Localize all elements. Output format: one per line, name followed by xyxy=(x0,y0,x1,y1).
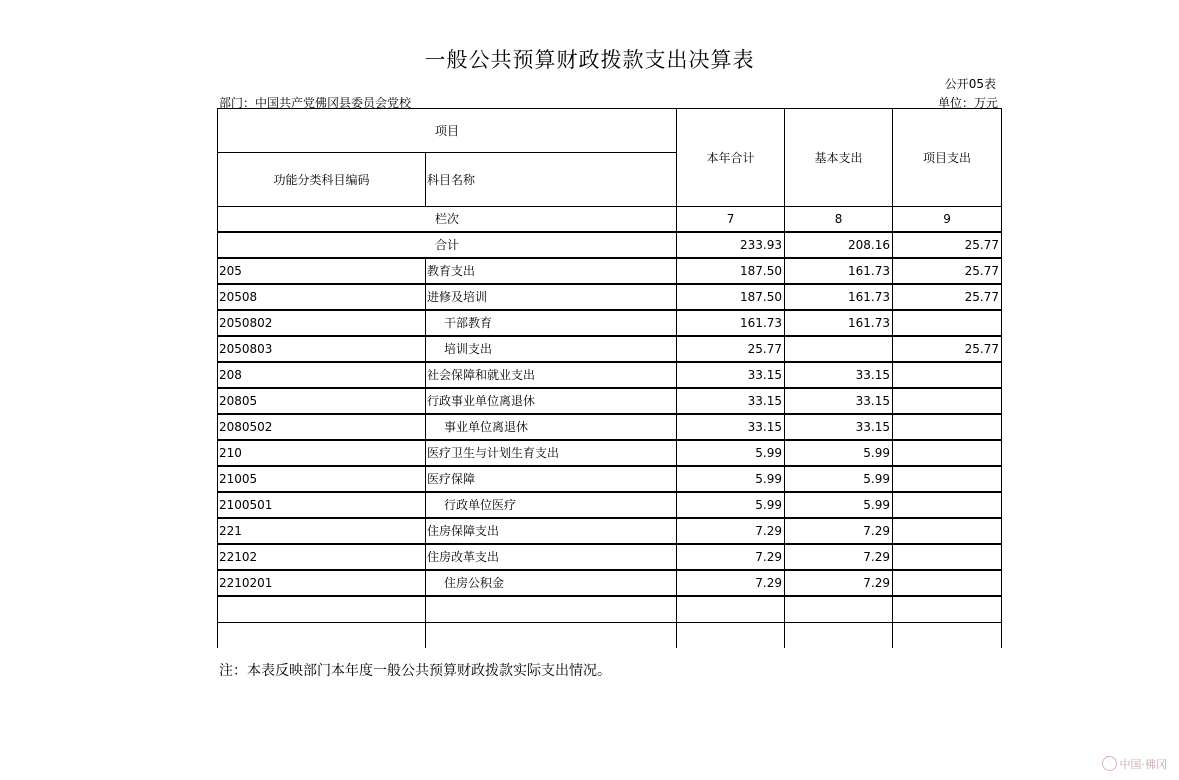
row-name: 教育支出 xyxy=(426,258,677,284)
empty-cell xyxy=(677,622,785,648)
row-project xyxy=(893,518,1002,544)
watermark xyxy=(1102,756,1168,772)
row-name: 住房改革支出 xyxy=(426,544,677,570)
row-basic: 161.73 xyxy=(785,284,893,310)
watermark-logo-icon xyxy=(1102,756,1117,771)
row-project xyxy=(893,492,1002,518)
row-total: 7.29 xyxy=(677,544,785,570)
row-basic: 5.99 xyxy=(785,440,893,466)
row-project xyxy=(893,466,1002,492)
total-label: 合计 xyxy=(218,232,677,258)
row-basic: 7.29 xyxy=(785,518,893,544)
column-number-basic: 8 xyxy=(785,207,893,233)
row-total: 33.15 xyxy=(677,388,785,414)
row-project xyxy=(893,388,1002,414)
header-total: 本年合计 xyxy=(677,109,785,207)
row-project xyxy=(893,310,1002,336)
total-row xyxy=(218,232,1002,258)
table-row xyxy=(218,544,1002,570)
row-total: 161.73 xyxy=(677,310,785,336)
row-code: 21005 xyxy=(218,466,426,492)
row-code: 22102 xyxy=(218,544,426,570)
total-total: 233.93 xyxy=(677,232,785,258)
watermark-text: 中国·佛冈 xyxy=(1119,758,1167,771)
row-project xyxy=(893,544,1002,570)
column-number-total: 7 xyxy=(677,207,785,233)
row-code: 2080502 xyxy=(218,414,426,440)
row-total: 5.99 xyxy=(677,440,785,466)
total-basic: 208.16 xyxy=(785,232,893,258)
row-project xyxy=(893,414,1002,440)
table-row xyxy=(218,336,1002,362)
row-total: 7.29 xyxy=(677,518,785,544)
row-project xyxy=(893,440,1002,466)
row-name: 干部教育 xyxy=(426,310,677,336)
row-code: 210 xyxy=(218,440,426,466)
footnote: 注：本表反映部门本年度一般公共预算财政拨款实际支出情况。 xyxy=(219,663,611,679)
row-project xyxy=(893,570,1002,596)
column-number-label: 栏次 xyxy=(218,207,677,233)
empty-cell xyxy=(426,622,677,648)
row-total: 187.50 xyxy=(677,258,785,284)
header-project-expense: 项目支出 xyxy=(893,109,1002,207)
table-row xyxy=(218,310,1002,336)
row-name: 住房公积金 xyxy=(426,570,677,596)
table-row xyxy=(218,362,1002,388)
page-title: 一般公共预算财政拨款支出决算表 xyxy=(424,48,755,72)
row-total: 7.29 xyxy=(677,570,785,596)
table-row xyxy=(218,466,1002,492)
empty-cell xyxy=(785,622,893,648)
row-basic xyxy=(785,336,893,362)
row-basic: 33.15 xyxy=(785,362,893,388)
table-row xyxy=(218,284,1002,310)
row-name: 医疗保障 xyxy=(426,466,677,492)
row-total: 33.15 xyxy=(677,414,785,440)
empty-cell xyxy=(218,622,426,648)
column-number-row xyxy=(218,207,1002,233)
row-code: 2210201 xyxy=(218,570,426,596)
column-number-project: 9 xyxy=(893,207,1002,233)
row-code: 20508 xyxy=(218,284,426,310)
table-row xyxy=(218,388,1002,414)
row-name: 事业单位离退休 xyxy=(426,414,677,440)
table-row xyxy=(218,440,1002,466)
table-row xyxy=(218,492,1002,518)
row-total: 33.15 xyxy=(677,362,785,388)
row-name: 行政单位医疗 xyxy=(426,492,677,518)
empty-cell xyxy=(893,596,1002,622)
row-project xyxy=(893,362,1002,388)
row-name: 社会保障和就业支出 xyxy=(426,362,677,388)
row-project: 25.77 xyxy=(893,284,1002,310)
row-total: 5.99 xyxy=(677,466,785,492)
row-basic: 33.15 xyxy=(785,414,893,440)
table-row xyxy=(218,258,1002,284)
row-basic: 161.73 xyxy=(785,310,893,336)
row-code: 2100501 xyxy=(218,492,426,518)
row-basic: 5.99 xyxy=(785,466,893,492)
header-name: 科目名称 xyxy=(426,153,677,207)
row-name: 进修及培训 xyxy=(426,284,677,310)
header-code: 功能分类科目编码 xyxy=(218,153,426,207)
row-code: 208 xyxy=(218,362,426,388)
row-total: 187.50 xyxy=(677,284,785,310)
header-basic: 基本支出 xyxy=(785,109,893,207)
row-project: 25.77 xyxy=(893,258,1002,284)
department-label: 部门：中国共产党佛冈县委员会党校 xyxy=(219,96,412,110)
empty-row xyxy=(218,622,1002,648)
expenditure-table xyxy=(217,108,1002,648)
empty-cell xyxy=(785,596,893,622)
form-number: 公开05表 xyxy=(944,77,996,91)
row-name: 住房保障支出 xyxy=(426,518,677,544)
row-name: 医疗卫生与计划生育支出 xyxy=(426,440,677,466)
row-basic: 33.15 xyxy=(785,388,893,414)
empty-cell xyxy=(893,622,1002,648)
header-row-project xyxy=(218,109,1002,153)
row-basic: 161.73 xyxy=(785,258,893,284)
row-total: 5.99 xyxy=(677,492,785,518)
table-row xyxy=(218,518,1002,544)
unit-label: 单位：万元 xyxy=(937,96,998,110)
row-project: 25.77 xyxy=(893,336,1002,362)
empty-cell xyxy=(426,596,677,622)
table-row xyxy=(218,570,1002,596)
row-basic: 7.29 xyxy=(785,544,893,570)
row-code: 221 xyxy=(218,518,426,544)
empty-row xyxy=(218,596,1002,622)
row-name: 行政事业单位离退休 xyxy=(426,388,677,414)
row-total: 25.77 xyxy=(677,336,785,362)
row-code: 205 xyxy=(218,258,426,284)
empty-cell xyxy=(677,596,785,622)
table-row xyxy=(218,414,1002,440)
row-code: 2050803 xyxy=(218,336,426,362)
header-project: 项目 xyxy=(218,109,677,153)
empty-cell xyxy=(218,596,426,622)
row-name: 培训支出 xyxy=(426,336,677,362)
row-code: 20805 xyxy=(218,388,426,414)
row-basic: 5.99 xyxy=(785,492,893,518)
row-code: 2050802 xyxy=(218,310,426,336)
total-project: 25.77 xyxy=(893,232,1002,258)
row-basic: 7.29 xyxy=(785,570,893,596)
